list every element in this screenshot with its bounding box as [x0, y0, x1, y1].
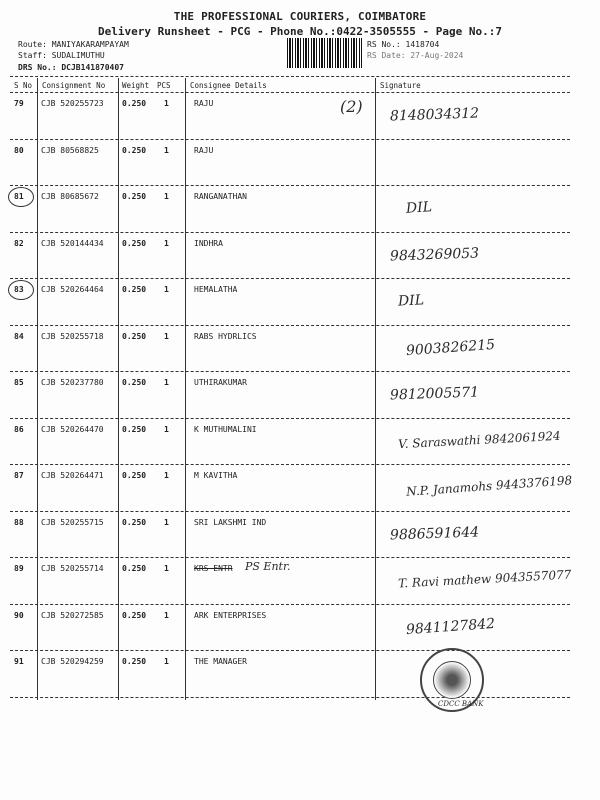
row-pcs: 1 [164, 378, 169, 387]
row-pcs: 1 [164, 331, 169, 341]
row-consignment-no: CJB 520237780 [41, 378, 104, 387]
col-divider [37, 78, 38, 700]
row-signature: N.P. Janamohs 9443376198 [405, 473, 573, 499]
row-weight: 0.250 [122, 471, 147, 480]
row-pcs: 1 [164, 610, 169, 620]
row-divider [10, 325, 570, 326]
row-handwritten-note: PS Entr. [245, 560, 291, 573]
row-divider [10, 185, 570, 186]
row-consignment-no: CJB 520264464 [41, 285, 104, 294]
row-consignment-no: CJB 520294259 [41, 657, 104, 666]
row-divider [10, 650, 570, 651]
row-weight: 0.250 [122, 238, 147, 248]
col-weight-header: Weight [122, 81, 150, 90]
drs-value: DCJB141870407 [61, 63, 124, 72]
barcode [287, 38, 362, 68]
row-pcs: 1 [164, 424, 169, 434]
row-sno: 83 [14, 285, 24, 294]
row-consignee-name: THE MANAGER [194, 657, 247, 666]
row-divider [10, 697, 570, 698]
row-sno: 86 [14, 424, 24, 434]
row-signature: 9886591644 [389, 523, 480, 544]
col-signature-header: Signature [380, 81, 421, 90]
circled-serial-mark [8, 187, 34, 207]
row-pcs: 1 [164, 471, 169, 480]
row-divider [10, 464, 570, 465]
row-divider [10, 418, 570, 419]
row-consignment-no: CJB 520255714 [41, 564, 104, 573]
route-label: Route: [18, 40, 47, 49]
row-divider [10, 232, 570, 233]
row-consignment-no: CJB 80685672 [41, 192, 99, 201]
row-consignment-no: CJB 520272585 [41, 610, 104, 620]
staff-label: Staff: [18, 51, 47, 60]
row-signature: 8148034312 [389, 105, 480, 125]
row-consignment-no: CJB 520264471 [41, 471, 104, 480]
row-consignment-no: CJB 80568825 [41, 145, 99, 155]
row-consignee-name: ARK ENTERPRISES [194, 610, 267, 620]
row-weight: 0.250 [122, 378, 147, 387]
row-consignee-name: HEMALATHA [194, 285, 238, 294]
row-sno: 88 [14, 517, 24, 527]
header-bottom-rule [10, 92, 570, 93]
rs-date-value: 27-Aug-2024 [410, 51, 464, 60]
col-consignee-header: Consignee Details [190, 81, 267, 90]
row-sno: 84 [14, 331, 24, 341]
row-weight: 0.250 [122, 331, 147, 341]
col-pcs-header: PCS [157, 81, 171, 90]
row-consignment-no: CJB 520255715 [41, 517, 104, 527]
staff-value: SUDALIMUTHU [51, 51, 105, 60]
row-consignee-name: UTHIRAKUMAR [194, 378, 247, 387]
row-sno: 90 [14, 610, 24, 620]
row-sno: 87 [14, 471, 24, 480]
row-divider [10, 371, 570, 372]
row-pcs: 1 [164, 564, 169, 573]
col-divider [118, 78, 119, 700]
row-consignee-name: RANGANATHAN [194, 192, 247, 201]
row-weight: 0.250 [122, 424, 147, 434]
row-consignee-name: INDHRA [194, 238, 223, 248]
rs-date-label: RS Date: [367, 51, 406, 60]
row-signature: 9843269053 [389, 244, 480, 265]
row-signature: 9812005571 [389, 384, 480, 404]
rs-no-value: 1418704 [405, 40, 440, 49]
row-signature: DIL [405, 199, 433, 217]
row-divider [10, 557, 570, 558]
rs-no-label: RS No.: [367, 40, 401, 49]
row-weight: 0.250 [122, 99, 147, 108]
row-sno: 89 [14, 564, 24, 573]
row-signature: 9841127842 [405, 615, 496, 638]
company-title: THE PROFESSIONAL COURIERS, COIMBATORE [173, 10, 427, 23]
row-consignment-no: CJB 520255718 [41, 331, 104, 341]
row-weight: 0.250 [122, 610, 147, 620]
row-weight: 0.250 [122, 192, 147, 201]
row-divider [10, 139, 570, 140]
row-pcs: 1 [164, 99, 169, 108]
row-consignment-no: CJB 520144434 [41, 238, 104, 248]
row-divider [10, 278, 570, 279]
runsheet-subtitle: Delivery Runsheet - PCG - Phone No.:0422-3505555 - Page No.:7 [98, 25, 502, 38]
row-pcs: 1 [164, 145, 169, 155]
staff-line [18, 51, 105, 60]
stamp-emblem [433, 661, 471, 699]
drs-line [18, 63, 124, 72]
row-pcs: 1 [164, 657, 169, 666]
route-value: MANIYAKARAMPAYAM [51, 40, 129, 49]
row-consignee-name: RAJU [194, 99, 214, 108]
row-mark: (2) [340, 97, 363, 116]
row-consignee-name: RABS HYDRLICS [194, 331, 257, 341]
rs-no-line [367, 40, 439, 49]
row-consignee-name: M KAVITHA [194, 471, 238, 480]
drs-label: DRS No.: [18, 63, 57, 72]
circled-serial-mark [8, 280, 34, 300]
col-consignment-header: Consignment No [42, 81, 106, 90]
row-signature: 9003826215 [405, 336, 496, 359]
row-weight: 0.250 [122, 517, 147, 527]
row-weight: 0.250 [122, 564, 147, 573]
col-divider [375, 78, 376, 700]
row-pcs: 1 [164, 285, 169, 294]
row-weight: 0.250 [122, 145, 147, 155]
row-consignee-name: K MUTHUMALINI [194, 424, 257, 434]
row-signature: DIL [397, 292, 425, 310]
row-pcs: 1 [164, 517, 169, 527]
row-consignee-name: SRI LAKSHMI IND [194, 517, 267, 527]
col-divider [185, 78, 186, 700]
row-consignee-name: KRS ENTR [194, 564, 233, 573]
row-weight: 0.250 [122, 657, 147, 666]
row-pcs: 1 [164, 238, 169, 248]
row-consignment-no: CJB 520264470 [41, 424, 104, 434]
route-line [18, 40, 129, 49]
table-top-rule [10, 76, 570, 77]
col-sno-header: S No [14, 81, 33, 90]
stamp-text: CDCC BANK [438, 700, 484, 708]
rs-date-line [367, 51, 463, 60]
row-signature: T. Ravi mathew 9043557077 [397, 567, 572, 591]
row-signature: V. Saraswathi 9842061924 [397, 428, 561, 451]
row-sno: 91 [14, 657, 24, 666]
row-consignee-name: RAJU [194, 145, 214, 155]
row-consignment-no: CJB 520255723 [41, 99, 104, 108]
row-sno: 79 [14, 99, 24, 108]
row-divider [10, 511, 570, 512]
row-weight: 0.250 [122, 285, 147, 294]
row-sno: 82 [14, 238, 24, 248]
row-divider [10, 604, 570, 605]
row-sno: 81 [14, 192, 24, 201]
row-pcs: 1 [164, 192, 169, 201]
row-sno: 85 [14, 378, 24, 387]
row-sno: 80 [14, 145, 24, 155]
